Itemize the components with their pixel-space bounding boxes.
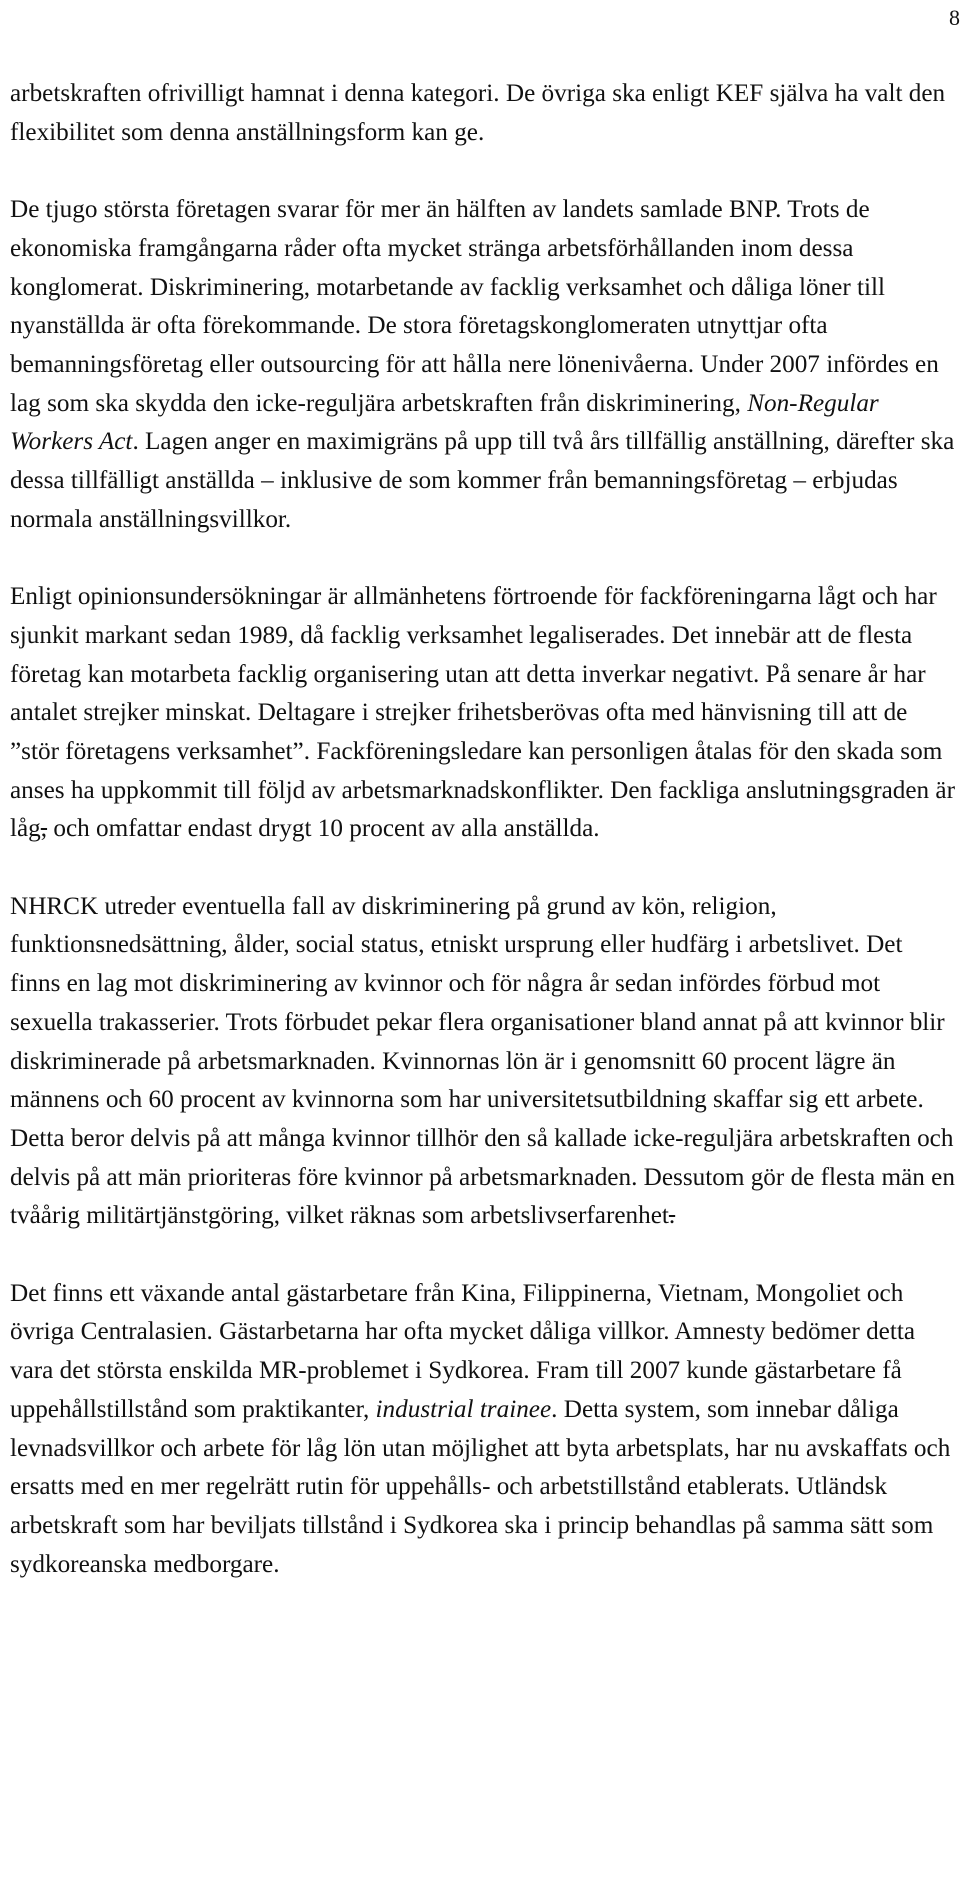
paragraph-1 bbox=[10, 75, 955, 152]
paragraph-4-struck: . bbox=[668, 1202, 676, 1230]
paragraph-5-italic: industrial trainee bbox=[375, 1395, 552, 1423]
paragraph-1-text: arbetskraften ofrivilligt hamnat i denna kategori. De övriga ska enligt KEF själva ha valt den flexibilitet som denna anställningsform kan ge. bbox=[10, 80, 946, 146]
paragraph-3-text-a: Enligt opinionsundersökningar är allmänhetens förtroende för fackföreningarna lågt och har sjunkit markant sedan 1989, då facklig verksamhet legaliserades. Det innebär att de flesta företag kan motarbeta facklig organisering utan att detta inverkar negativt. På senare år har antalet strejker minskat. Deltagare i strejker frihetsberövas ofta med hänvisning till att de ”stör företagens verksamhet”. Fackföreningsledare kan personligen åtalas för den skada som anses ha uppkommit till följd av arbetsmarknadskonflikter. Den fackliga anslutningsgraden är låg bbox=[10, 583, 955, 843]
paragraph-5-text-b: . Detta system, som innebar dåliga levnadsvillkor och arbete för låg lön utan möjlighet att byta arbetsplats, har nu avskaffats och ersatts med en mer regelrätt rutin för uppehålls- och arbetstillstånd etablerats. Utländsk arbetskraft som har beviljats tillstånd i Sydkorea ska i princip behandlas på samma sätt som sydkoreanska medborgare. bbox=[10, 1395, 951, 1578]
paragraph-2-italic: Non-Regular Workers Act bbox=[10, 389, 879, 456]
paragraph-4 bbox=[10, 888, 955, 1236]
paragraph-2 bbox=[10, 191, 955, 539]
paragraph-3 bbox=[10, 578, 955, 849]
paragraph-3-struck: , bbox=[40, 815, 48, 843]
paragraph-2-text-a: De tjugo största företagen svarar för mer än hälften av landets samlade BNP. Trots de ekonomiska framgångarna råder ofta mycket stränga arbetsförhållanden inom dessa konglomerat. Diskriminering, motarbetande av facklig verksamhet och dåliga löner till nyanställda är ofta förekommande. De stora företagskonglomeraten utnyttjar ofta bemanningsföretag eller outsourcing för att hålla nere lönenivåerna. Under 2007 infördes en lag som ska skydda den icke-reguljära arbetskraften från diskriminering, bbox=[10, 196, 939, 417]
paragraph-4-text-a: NHRCK utreder eventuella fall av diskriminering på grund av kön, religion, funktionsnedsättning, ålder, social status, etniskt ursprung eller hudfärg i arbetslivet. Det finns en lag mot diskriminering av kvinnor och för några år sedan infördes förbud mot sexuella trakasserier. Trots förbudet pekar flera organisationer bland annat på att kvinnor blir diskriminerade på arbetsmarknaden. Kvinnornas lön är i genomsnitt 60 procent lägre än männens och 60 procent av kvinnorna som har universitetsutbildning skaffar sig ett arbete. Detta beror delvis på att många kvinnor tillhör den så kallade icke-reguljära arbetskraften och delvis på att män prioriteras före kvinnor på arbetsmarknaden. Dessutom gör de flesta män en tvåårig militärtjänstgöring, vilket räknas som arbetslivserfarenhet bbox=[10, 892, 955, 1230]
paragraph-5-text-a: Det finns ett växande antal gästarbetare från Kina, Filippinerna, Vietnam, Mongoliet och övriga Centralasien. Gästarbetarna har ofta mycket dåliga villkor. Amnesty bedömer detta vara det största enskilda MR-problemet i Sydkorea. Fram till 2007 kunde gästarbetare få uppehållstillstånd som praktikanter, bbox=[10, 1279, 916, 1423]
document-body bbox=[10, 60, 955, 1584]
paragraph-3-text-b: och omfattar endast drygt 10 procent av alla anställda. bbox=[47, 815, 600, 843]
page-number: 8 bbox=[949, 5, 960, 30]
paragraph-5 bbox=[10, 1275, 955, 1585]
paragraph-2-text-b: . Lagen anger en maximigräns på upp till två års tillfällig anställning, därefter ska dessa tillfälligt anställda – inklusive de som kommer från bemanningsföretag – erbjudas normala anställningsvillkor. bbox=[10, 428, 955, 533]
